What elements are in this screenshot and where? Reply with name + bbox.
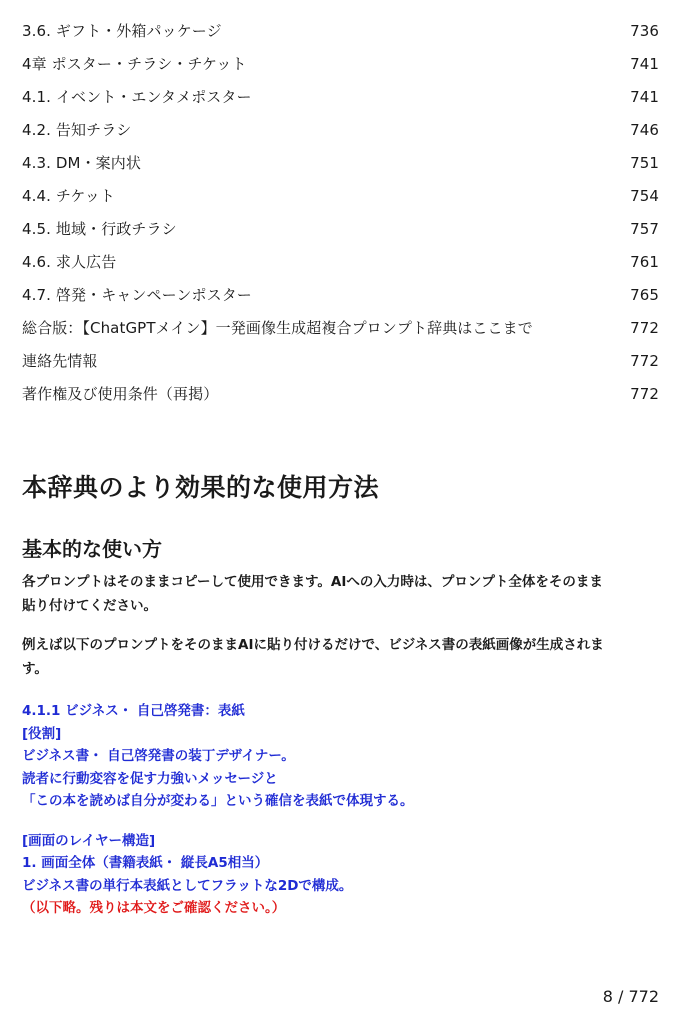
toc-row[interactable] <box>22 47 659 80</box>
sample-prompt-line: 1. 画面全体（書籍表紙・ 縦長A5相当） <box>22 855 269 871</box>
usage-paragraph-line: 貼り付けてください。 <box>22 598 157 614</box>
toc-page-number: 757 <box>630 219 659 238</box>
toc-page-number: 741 <box>630 87 659 106</box>
toc-title: 4.6. 求人広告 <box>22 253 117 271</box>
toc-title: 4.5. 地域・行政チラシ <box>22 220 177 238</box>
usage-paragraph-line: 各プロンプトはそのままコピーして使用できます。AIへの入力時は、プロンプト全体をそのまま <box>22 574 603 590</box>
toc-title: 4.2. 告知チラシ <box>22 121 132 139</box>
toc-row[interactable] <box>22 245 659 278</box>
table-of-contents <box>22 14 659 410</box>
toc-title: 連絡先情報 <box>22 352 98 370</box>
sample-prompt-layer-label: [画面のレイヤー構造] <box>22 832 156 849</box>
toc-row[interactable] <box>22 278 659 311</box>
toc-row[interactable] <box>22 146 659 179</box>
toc-row[interactable] <box>22 14 659 47</box>
toc-page-number: 746 <box>630 120 659 139</box>
toc-page-number: 772 <box>630 318 659 337</box>
toc-title: 4.1. イベント・エンタメポスター <box>22 88 252 106</box>
toc-title: 4章 ポスター・チラシ・チケット <box>22 55 247 73</box>
page-indicator: 8 / 772 <box>602 987 659 1006</box>
example-paragraph-line: す。 <box>22 661 48 677</box>
toc-page-number: 765 <box>630 285 659 304</box>
toc-page-number: 741 <box>630 54 659 73</box>
toc-title: 4.3. DM・案内状 <box>22 154 141 172</box>
toc-title: 総合版：【ChatGPTメイン】一発画像生成超複合プロンプト辞典はここまで <box>22 319 533 337</box>
toc-title: 4.4. チケット <box>22 187 115 205</box>
sample-prompt-line: ビジネス書の単行本表紙としてフラットな2Dで構成。 <box>22 877 353 894</box>
toc-row[interactable] <box>22 377 659 410</box>
toc-title: 3.6. ギフト・外箱パッケージ <box>22 22 222 40</box>
toc-page-number: 772 <box>630 351 659 370</box>
toc-row[interactable] <box>22 80 659 113</box>
toc-page-number: 751 <box>630 153 659 172</box>
example-paragraph-line: 例えば以下のプロンプトをそのままAIに貼り付けるだけで、ビジネス書の表紙画像が生成されま <box>22 637 604 653</box>
sample-prompt-spacer <box>22 813 657 830</box>
toc-row[interactable] <box>22 113 659 146</box>
sample-prompt-title: 4.1.1 ビジネス・ 自己啓発書：表紙 <box>22 703 245 719</box>
sample-prompt <box>22 700 657 920</box>
sample-prompt-role-label: [役割] <box>22 725 62 742</box>
toc-row[interactable] <box>22 344 659 377</box>
subsection-heading: 基本的な使い方 <box>22 537 162 561</box>
toc-page-number: 761 <box>630 252 659 271</box>
toc-title: 著作権及び使用条件（再掲） <box>22 385 219 403</box>
omission-note: （以下略。残りは本文をご確認ください。） <box>22 900 286 916</box>
toc-row[interactable] <box>22 179 659 212</box>
section-heading: 本辞典のより効果的な使用方法 <box>22 473 380 502</box>
toc-row[interactable] <box>22 311 659 344</box>
example-paragraph <box>22 633 655 681</box>
toc-page-number: 772 <box>630 384 659 403</box>
usage-paragraph <box>22 570 655 618</box>
toc-row[interactable] <box>22 212 659 245</box>
toc-title: 4.7. 啓発・キャンペーンポスター <box>22 286 252 304</box>
sample-prompt-line: 読者に行動変容を促す力強いメッセージと <box>22 770 278 787</box>
toc-page-number: 736 <box>630 21 659 40</box>
sample-prompt-line: 「この本を読めば自分が変わる」という確信を表紙で体現する。 <box>22 793 414 809</box>
sample-prompt-line: ビジネス書・ 自己啓発書の装丁デザイナー。 <box>22 748 295 764</box>
toc-page-number: 754 <box>630 186 659 205</box>
